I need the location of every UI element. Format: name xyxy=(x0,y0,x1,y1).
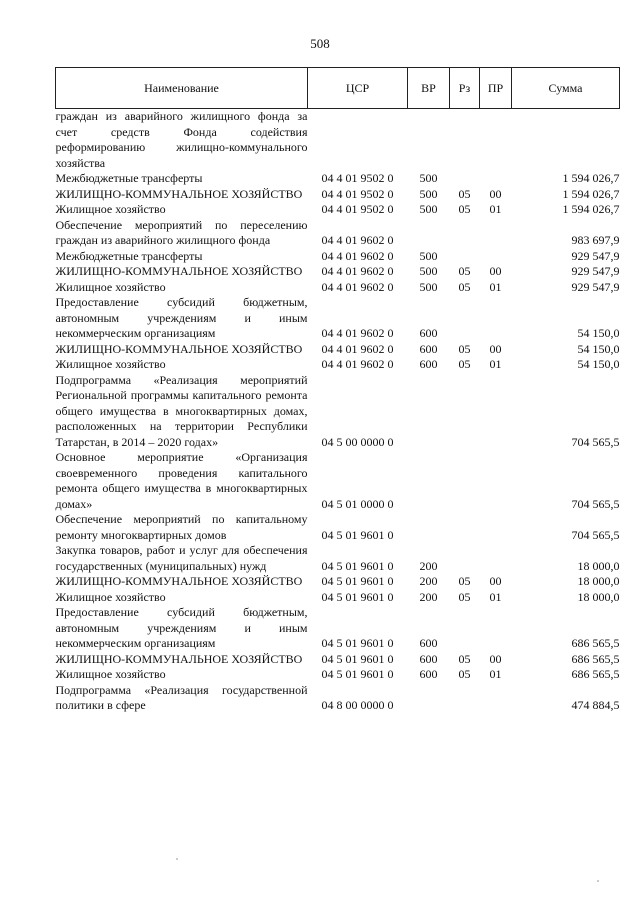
cell-pr xyxy=(480,605,512,652)
cell-csr: 04 5 01 9601 0 xyxy=(321,651,394,666)
cell-name: Межбюджетные трансферты xyxy=(55,248,203,263)
cell-rz: 05 xyxy=(458,279,471,294)
cell-pr: 00 xyxy=(489,574,502,588)
cell-name: Обеспечение мероприятий по капитальному ремонту многоквартирных домов xyxy=(55,512,308,542)
cell-name: Закупка товаров, работ и услуг для обеспечения государственных (муниципальных) нужд xyxy=(55,543,308,573)
cell-rz: 05 xyxy=(458,574,471,588)
cell-csr xyxy=(308,109,408,172)
cell-sum: 704 565,5 xyxy=(571,527,620,542)
cell-sum: 929 547,9 xyxy=(571,264,620,278)
cell-pr xyxy=(480,683,512,714)
cell-name: Жилищное хозяйство xyxy=(55,667,166,681)
cell-name: Подпрограмма «Реализация мероприятий Региональной программы капитального ремонта общего имущества в многоквартирных домах, расположенных на территории Республики Татарстан, в 2014 – 2020 годах» xyxy=(55,372,308,449)
table-row xyxy=(56,450,620,512)
cell-name: Основное мероприятие «Организация своевременного проведения капитального ремонта общего имущества в многоквартирных домах» xyxy=(55,450,308,511)
cell-pr: 00 xyxy=(489,651,502,666)
cell-vr xyxy=(408,512,450,543)
cell-csr: 04 4 01 9602 0 xyxy=(321,264,394,278)
cell-csr: 04 5 01 9601 0 xyxy=(321,558,394,573)
cell-rz: 05 xyxy=(458,341,471,356)
cell-pr: 00 xyxy=(489,264,502,278)
cell-csr: 04 8 00 0000 0 xyxy=(321,698,394,712)
cell-sum: 18 000,0 xyxy=(577,589,620,604)
cell-name: Жилищное хозяйство xyxy=(55,357,166,371)
cell-name: ЖИЛИЩНО-КОММУНАЛЬНОЕ ХОЗЯЙСТВО xyxy=(55,574,303,588)
cell-sum: 686 565,5 xyxy=(571,636,620,650)
cell-csr: 04 4 01 9602 0 xyxy=(321,279,394,294)
cell-rz: 05 xyxy=(458,667,471,681)
cell-vr: 500 xyxy=(419,248,438,263)
cell-vr xyxy=(408,683,450,714)
cell-pr xyxy=(480,512,512,543)
cell-sum: 704 565,5 xyxy=(571,496,620,511)
cell-rz xyxy=(450,683,480,714)
scan-speck xyxy=(176,858,178,860)
cell-vr: 500 xyxy=(419,171,438,185)
table-row xyxy=(56,574,620,590)
cell-vr xyxy=(408,218,450,249)
cell-pr xyxy=(480,295,512,342)
cell-csr: 04 5 01 9601 0 xyxy=(321,527,394,542)
cell-rz xyxy=(450,605,480,652)
cell-csr: 04 4 01 9602 0 xyxy=(321,341,394,356)
cell-rz: 05 xyxy=(458,589,471,604)
cell-rz xyxy=(450,218,480,249)
cell-sum: 18 000,0 xyxy=(577,574,620,588)
cell-rz: 05 xyxy=(458,651,471,666)
cell-rz xyxy=(450,171,480,187)
cell-csr: 04 4 01 9602 0 xyxy=(321,326,394,340)
cell-vr: 600 xyxy=(419,667,438,681)
cell-name: ЖИЛИЩНО-КОММУНАЛЬНОЕ ХОЗЯЙСТВО xyxy=(55,264,303,278)
cell-vr xyxy=(408,109,450,172)
cell-csr: 04 4 01 9602 0 xyxy=(321,248,394,263)
cell-sum: 1 594 026,7 xyxy=(562,186,620,201)
table-row xyxy=(56,683,620,714)
cell-vr: 200 xyxy=(419,558,438,573)
cell-pr xyxy=(480,543,512,574)
cell-rz: 05 xyxy=(458,186,471,201)
cell-csr: 04 5 01 9601 0 xyxy=(321,574,394,588)
scan-speck xyxy=(597,880,599,882)
cell-name: Жилищное хозяйство xyxy=(55,589,166,604)
cell-csr: 04 5 01 9601 0 xyxy=(321,667,394,681)
cell-name: Предоставление субсидий бюджетным, автономным учреждениям и иным некоммерческим организациям xyxy=(55,295,308,340)
table-row xyxy=(56,373,620,451)
table-header-row xyxy=(56,68,620,109)
table-body xyxy=(56,109,620,714)
cell-rz: 05 xyxy=(458,202,471,216)
cell-sum: 929 547,9 xyxy=(571,279,620,294)
cell-rz xyxy=(450,109,480,172)
cell-rz xyxy=(450,543,480,574)
cell-vr: 600 xyxy=(419,651,438,666)
column-header-vr: ВР xyxy=(408,68,450,109)
cell-csr: 04 5 01 0000 0 xyxy=(321,496,394,511)
cell-name: ЖИЛИЩНО-КОММУНАЛЬНОЕ ХОЗЯЙСТВО xyxy=(55,651,303,666)
cell-csr: 04 4 01 9502 0 xyxy=(321,202,394,216)
table-row xyxy=(56,652,620,668)
cell-name: Межбюджетные трансферты xyxy=(55,171,203,185)
cell-csr: 04 5 00 0000 0 xyxy=(321,434,394,449)
cell-rz xyxy=(450,295,480,342)
table-row xyxy=(56,590,620,606)
table-row xyxy=(56,605,620,652)
table-row xyxy=(56,202,620,218)
cell-pr xyxy=(480,450,512,512)
column-header-rz: Рз xyxy=(450,68,480,109)
table-row xyxy=(56,218,620,249)
cell-csr: 04 4 01 9502 0 xyxy=(321,186,394,201)
cell-csr: 04 4 01 9602 0 xyxy=(321,357,394,371)
column-header-sum: Сумма xyxy=(512,68,620,109)
cell-rz xyxy=(450,249,480,265)
cell-vr: 600 xyxy=(419,357,438,371)
cell-pr: 01 xyxy=(489,357,502,371)
column-header-pr: ПР xyxy=(480,68,512,109)
cell-sum: 1 594 026,7 xyxy=(562,202,620,216)
cell-name: Обеспечение мероприятий по переселению граждан из аварийного жилищного фонда xyxy=(55,217,308,247)
cell-vr: 200 xyxy=(419,589,438,604)
cell-pr: 01 xyxy=(489,202,502,216)
cell-sum xyxy=(512,109,620,172)
cell-csr: 04 4 01 9602 0 xyxy=(321,233,394,247)
cell-vr: 200 xyxy=(419,574,438,588)
cell-pr xyxy=(480,218,512,249)
table-row xyxy=(56,357,620,373)
cell-name: Жилищное хозяйство xyxy=(55,279,166,294)
cell-csr: 04 5 01 9601 0 xyxy=(321,636,394,650)
cell-vr: 500 xyxy=(419,186,438,201)
cell-pr: 01 xyxy=(489,279,502,294)
cell-sum: 686 565,5 xyxy=(571,651,620,666)
cell-vr: 500 xyxy=(419,279,438,294)
cell-sum: 983 697,9 xyxy=(571,233,620,247)
budget-table xyxy=(55,67,620,714)
table-row xyxy=(56,187,620,203)
cell-vr: 500 xyxy=(419,202,438,216)
cell-vr: 600 xyxy=(419,326,438,340)
cell-name: Жилищное хозяйство xyxy=(55,202,166,216)
table-row xyxy=(56,171,620,187)
cell-pr: 01 xyxy=(489,667,502,681)
cell-name: ЖИЛИЩНО-КОММУНАЛЬНОЕ ХОЗЯЙСТВО xyxy=(55,186,303,201)
cell-vr: 600 xyxy=(419,341,438,356)
cell-pr: 01 xyxy=(489,589,502,604)
cell-sum: 686 565,5 xyxy=(571,667,620,681)
table-row xyxy=(56,264,620,280)
table-row xyxy=(56,512,620,543)
cell-pr xyxy=(480,171,512,187)
cell-csr: 04 4 01 9502 0 xyxy=(321,171,394,185)
cell-sum: 54 150,0 xyxy=(577,326,620,340)
cell-sum: 929 547,9 xyxy=(571,248,620,263)
cell-rz: 05 xyxy=(458,357,471,371)
table-row xyxy=(56,295,620,342)
cell-rz xyxy=(450,373,480,451)
cell-sum: 18 000,0 xyxy=(577,558,620,573)
cell-name: ЖИЛИЩНО-КОММУНАЛЬНОЕ ХОЗЯЙСТВО xyxy=(55,341,303,356)
column-header-name: Наименование xyxy=(56,68,308,109)
cell-vr xyxy=(408,450,450,512)
cell-rz xyxy=(450,450,480,512)
cell-name: граждан из аварийного жилищного фонда за счет средств Фонда содействия реформированию жилищно-коммунального хозяйства xyxy=(55,109,308,170)
cell-sum: 54 150,0 xyxy=(577,357,620,371)
cell-rz: 05 xyxy=(458,264,471,278)
page-number: 508 xyxy=(310,36,330,51)
cell-sum: 474 884,5 xyxy=(571,698,620,712)
cell-rz xyxy=(450,512,480,543)
cell-vr: 500 xyxy=(419,264,438,278)
table-row xyxy=(56,109,620,172)
table-row xyxy=(56,249,620,265)
cell-name: Предоставление субсидий бюджетным, автономным учреждениям и иным некоммерческим организациям xyxy=(55,605,308,650)
cell-sum: 54 150,0 xyxy=(577,341,620,356)
cell-sum: 1 594 026,7 xyxy=(562,171,620,185)
cell-csr: 04 5 01 9601 0 xyxy=(321,589,394,604)
cell-vr: 600 xyxy=(419,636,438,650)
cell-pr xyxy=(480,109,512,172)
cell-pr xyxy=(480,249,512,265)
cell-name: Подпрограмма «Реализация государственной политики в сфере xyxy=(55,682,308,712)
cell-pr xyxy=(480,373,512,451)
cell-pr: 00 xyxy=(489,341,502,356)
cell-sum: 704 565,5 xyxy=(571,434,620,449)
table-row xyxy=(56,543,620,574)
column-header-csr: ЦСР xyxy=(308,68,408,109)
cell-pr: 00 xyxy=(489,186,502,201)
table-row xyxy=(56,280,620,296)
cell-vr xyxy=(408,373,450,451)
table-row xyxy=(56,342,620,358)
table-row xyxy=(56,667,620,683)
